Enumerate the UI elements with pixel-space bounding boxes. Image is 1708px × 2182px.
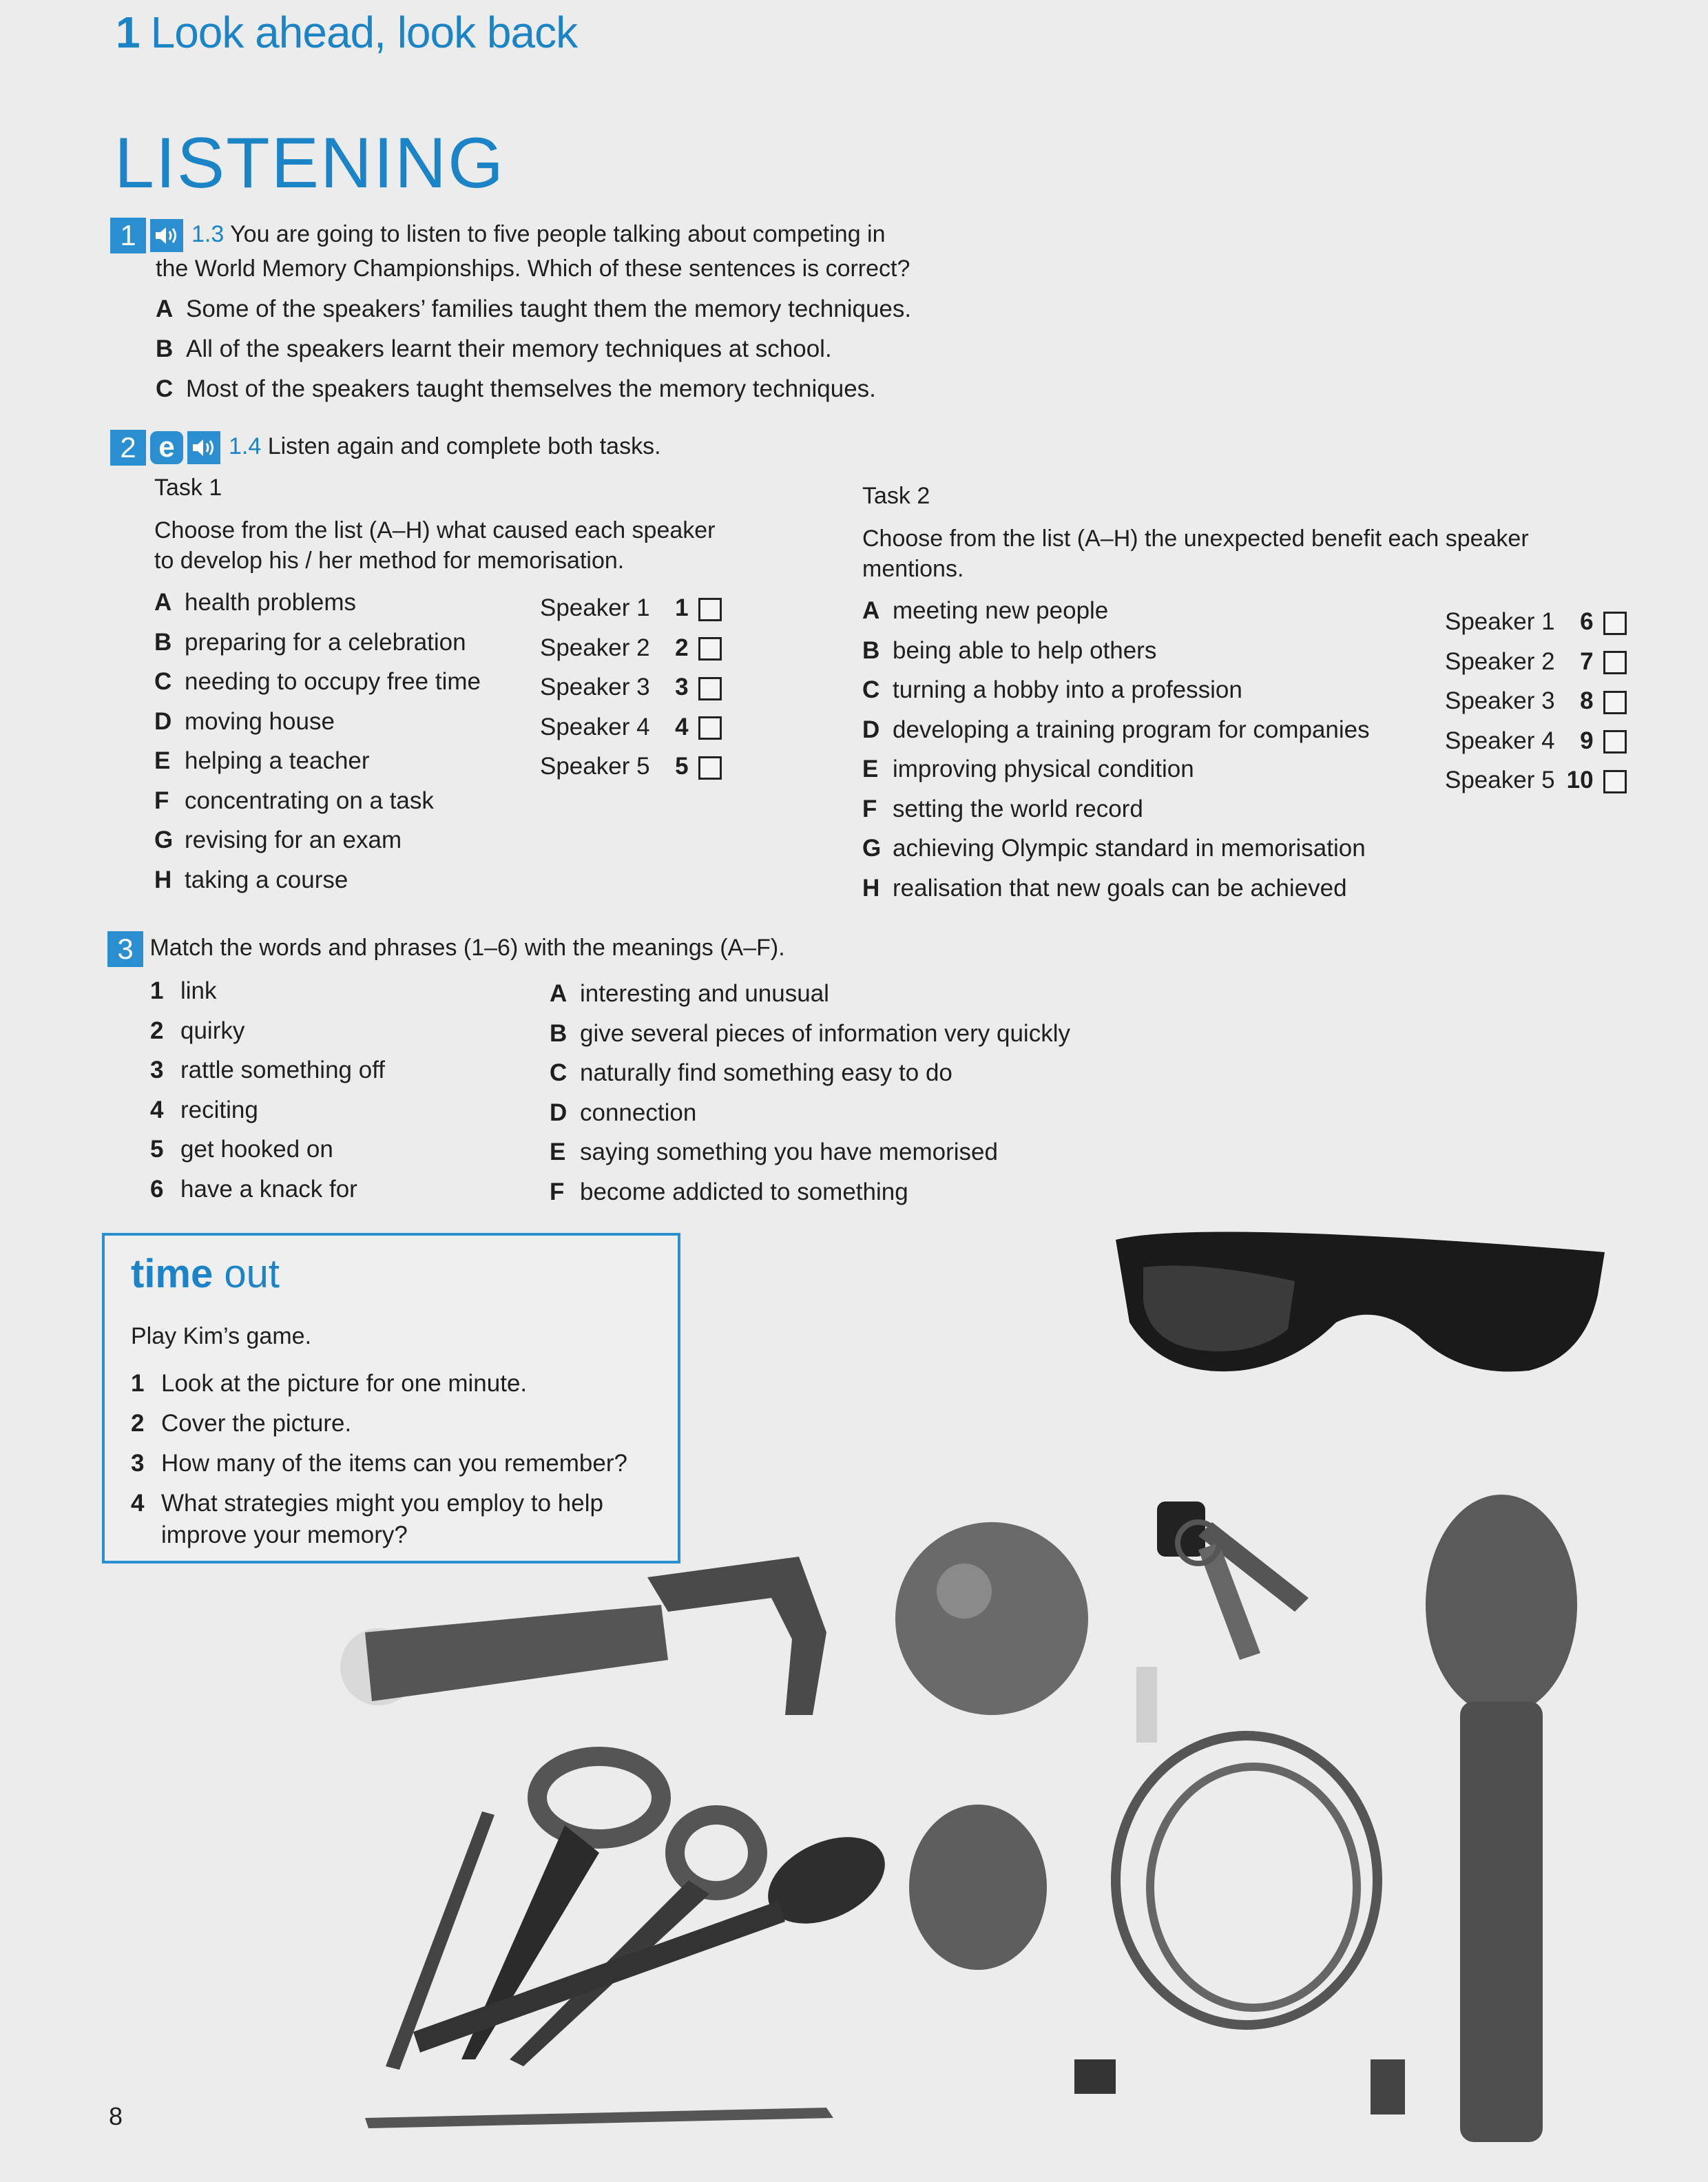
instruction-line1: You are going to listen to five people talking about competing in — [230, 220, 886, 247]
task-desc-line1: Choose from the list (A–H) what caused each speaker — [154, 517, 716, 543]
speaker-row: Speaker 1 6 — [1445, 602, 1627, 642]
task-desc-line1: Choose from the list (A–H) the unexpected benefit each speaker — [862, 526, 1529, 552]
option-row: A health problems — [154, 589, 357, 616]
task-desc-line2: mentions. — [862, 556, 964, 582]
meaning-row: B give several pieces of information very quickly — [550, 1019, 1070, 1047]
exercise-number: 3 — [107, 931, 143, 967]
unit-title-text: Look ahead, look back — [150, 8, 578, 57]
answer-checkbox[interactable] — [1603, 770, 1627, 793]
answer-checkbox[interactable] — [698, 677, 722, 700]
time-out-intro: Play Kim’s game. — [131, 1323, 312, 1349]
option-row: C turning a hobby into a profession — [862, 676, 1242, 703]
speaker-row: Speaker 3 8 — [1445, 681, 1627, 721]
speaker-row: Speaker 4 4 — [540, 707, 722, 747]
speaker-row: Speaker 3 3 — [540, 667, 722, 707]
step-row-continuation: improve your memory? — [161, 1521, 408, 1548]
answer-checkbox[interactable] — [1603, 612, 1627, 635]
meaning-row: C naturally find something easy to do — [550, 1059, 952, 1086]
e-badge: e — [150, 431, 183, 464]
option-row: F setting the world record — [862, 795, 1143, 822]
time-out-title: time out — [131, 1251, 280, 1296]
option-row: A Some of the speakers’ families taught them the memory techniques. — [156, 295, 912, 322]
answer-checkbox[interactable] — [1603, 651, 1627, 674]
sharpener-icon — [1074, 2059, 1116, 2094]
peeler-icon — [340, 1557, 826, 1715]
option-row: C needing to occupy free time — [154, 668, 481, 695]
option-row: B All of the speakers learnt their memory techniques at school. — [156, 335, 832, 362]
word-row: 3 rattle something off — [150, 1057, 386, 1083]
paintbrush-icon — [365, 2108, 833, 2128]
option-row: E helping a teacher — [154, 747, 370, 774]
answer-checkbox[interactable] — [698, 637, 722, 661]
exercise-2-header — [110, 430, 661, 466]
option-row: E improving physical condition — [862, 756, 1194, 782]
meaning-list — [550, 974, 1070, 1212]
meaning-row: D connection — [550, 1099, 697, 1126]
option-row: H realisation that new goals can be achieved — [862, 874, 1347, 902]
step-row: 2 Cover the picture. — [131, 1410, 352, 1437]
exercise-1 — [110, 218, 911, 409]
answer-checkbox[interactable] — [1603, 730, 1627, 754]
answer-checkbox[interactable] — [698, 756, 722, 780]
step-row: 3 How many of the items can you remember? — [131, 1450, 627, 1477]
option-row: C Most of the speakers taught themselves the memory techniques. — [156, 375, 876, 402]
instruction: Listen again and complete both tasks. — [267, 433, 661, 459]
unit-number: 1 — [116, 8, 140, 57]
track-number: 1.3 — [191, 220, 225, 247]
option-row: G achieving Olympic standard in memorisation — [862, 835, 1366, 862]
step-row: 1 Look at the picture for one minute. — [131, 1370, 528, 1397]
step-row: 4 What strategies might you employ to help — [131, 1490, 603, 1517]
option-row: H taking a course — [154, 866, 348, 893]
section-title: LISTENING — [114, 123, 505, 203]
task-title: Task 2 — [862, 483, 930, 509]
task-2-speakers — [1445, 602, 1627, 800]
speaker-row: Speaker 5 5 — [540, 747, 722, 787]
keys-icon — [1157, 1502, 1309, 1660]
meaning-row: A interesting and unusual — [550, 980, 829, 1007]
task-2 — [862, 481, 1529, 908]
option-row: D developing a training program for companies — [862, 716, 1370, 743]
meaning-row: E saying something you have memorised — [550, 1139, 998, 1165]
instruction: Match the words and phrases (1–6) with the meanings (A–F). — [149, 934, 785, 961]
word-row: 2 quirky — [150, 1017, 245, 1044]
track-number: 1.4 — [229, 433, 262, 459]
answer-checkbox[interactable] — [698, 598, 722, 621]
task-1-speakers — [540, 588, 722, 787]
sunglasses-icon — [1116, 1232, 1605, 1371]
task-title: Task 1 — [154, 475, 222, 501]
exercise-3-header — [107, 931, 785, 967]
answer-checkbox[interactable] — [1603, 691, 1627, 714]
word-row: 4 reciting — [150, 1096, 258, 1123]
word-row: 6 have a knack for — [150, 1175, 357, 1203]
option-row: B being able to help others — [862, 636, 1157, 664]
option-row: G revising for an exam — [154, 827, 402, 853]
audio-icon[interactable] — [150, 219, 183, 252]
meaning-row: F become addicted to something — [550, 1178, 908, 1205]
page-number: 8 — [109, 2102, 123, 2130]
word-list — [150, 971, 385, 1209]
kims-game-photo — [303, 1192, 1708, 2182]
word-row: 5 get hooked on — [150, 1136, 333, 1163]
instruction-line2: the World Memory Championships. Which of these sentences is correct? — [156, 256, 910, 282]
speaker-row: Speaker 1 1 — [540, 588, 722, 628]
unit-title — [116, 7, 577, 58]
option-row: A meeting new people — [862, 597, 1109, 624]
audio-icon[interactable] — [187, 431, 220, 464]
option-row: F concentrating on a task — [154, 787, 434, 814]
task-desc-line2: to develop his / her method for memorisation. — [154, 548, 625, 574]
word-row: 1 link — [150, 977, 217, 1004]
speaker-row: Speaker 5 10 — [1445, 760, 1627, 800]
option-row: D moving house — [154, 707, 335, 735]
speaker-row: Speaker 2 2 — [540, 628, 722, 668]
answer-checkbox[interactable] — [698, 716, 722, 740]
scoop-icon — [1426, 1495, 1577, 2142]
apple-icon — [895, 1522, 1088, 1715]
cable-icon — [1116, 1667, 1405, 2115]
egg-icon — [909, 1805, 1047, 1970]
option-row: B preparing for a celebration — [154, 628, 466, 656]
exercise-number: 2 — [110, 430, 146, 466]
exercise-number: 1 — [110, 218, 146, 253]
speaker-row: Speaker 4 9 — [1445, 721, 1627, 761]
speaker-row: Speaker 2 7 — [1445, 642, 1627, 682]
